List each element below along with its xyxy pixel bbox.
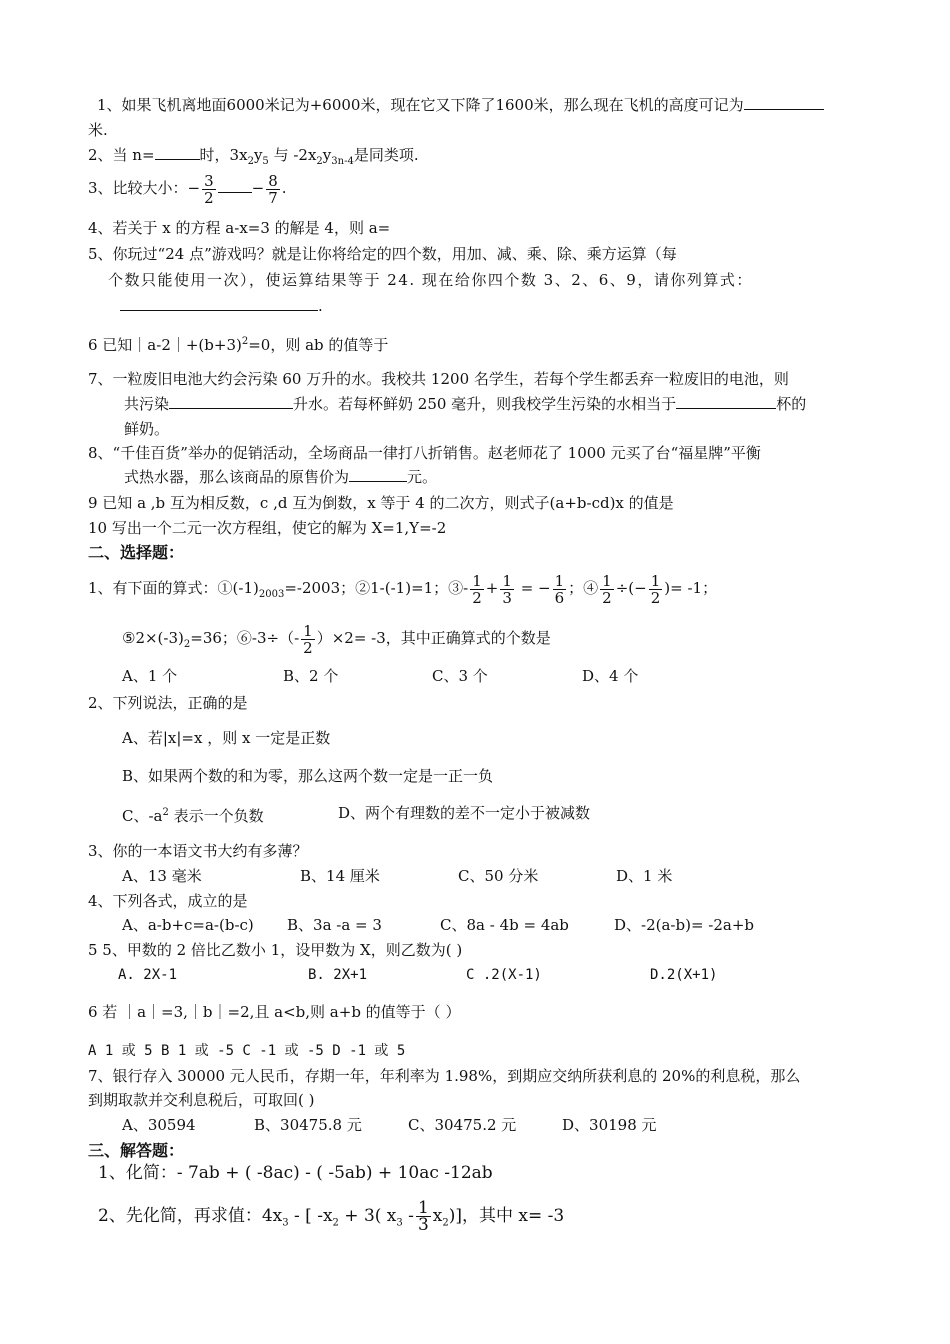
q3-text: 3、比较大小： <box>88 179 188 197</box>
c3-option-c: C、50 分米 <box>458 867 539 885</box>
q7-line3: 鲜奶。 <box>124 420 170 438</box>
c1-line1: 1、有下面的算式：$①(-1)_{2003}=-2003$；②1-(-1)=1；③- $\frac{1}{2}$ + $\frac{1}{3}$ = − $\frac{1}{6}$ ；④ $\frac{1}{2}$ ÷(− $\frac{1}{2}$ )= -1； <box>88 571 718 607</box>
c7-line1: 7、银行存入 30000 元人民币，存期一年，年利率为 1.98%，到期应交纳所获利息的 20%的利息税，那么 <box>88 1067 801 1085</box>
c2-c-tail: 表示一个负数 <box>168 807 264 825</box>
c1-text-c: ；④ <box>568 579 599 597</box>
s1-line: 1、化简：- 7ab + ( -8ac) - ( -5ab) + 10ac -12ab <box>98 1163 493 1183</box>
q6-exp: 2 <box>241 336 249 347</box>
q2-text-f: 是同类项. <box>353 146 419 164</box>
q8-blank <box>349 467 407 482</box>
c5-option-d: D.2(X+1) <box>650 967 718 983</box>
q10-line: 10 写出一个二元一次方程组，使它的解为 X=1,Y=-2 <box>88 519 447 537</box>
q2-text-c: y <box>253 146 263 164</box>
s2-exp-c: 3 <box>396 1217 403 1229</box>
c2-line: 2、下列说法，正确的是 <box>88 694 248 712</box>
q2-exp1: 2 <box>247 156 254 167</box>
q3-frac1: $\frac{3}{2}$ <box>204 171 214 207</box>
c1-frac-d: $\frac{1}{2}$ <box>602 571 612 607</box>
s2-exp-a: 3 <box>282 1217 289 1229</box>
q9-line: 9 已知 a ,b 互为相反数，c ,d 互为倒数，x 等于 4 的二次方，则式子(a+b-cd)x 的值是 <box>88 494 674 512</box>
c1-frac-a: $\frac{1}{2}$ <box>472 571 482 607</box>
q1-blank <box>744 95 824 110</box>
section2-title: 二、选择题： <box>88 543 185 562</box>
s2-line <box>98 1196 564 1243</box>
c1-l2-exp: 2 <box>183 639 191 650</box>
c2-c-text: C、-a <box>122 807 163 825</box>
q5-line2: 个数只能使用一次），使运算结果等于 24. 现在给你四个数 3、2、6、9，请你列算式： <box>108 271 753 289</box>
q3-line: 3、比较大小：− $\frac{3}{2}$ − $\frac{8}{7}$ . <box>88 171 287 207</box>
q2-exp2: 5 <box>262 156 269 167</box>
q2-text-e: y <box>322 146 332 164</box>
q8-line2 <box>124 467 437 487</box>
q3-blank <box>218 178 252 193</box>
q7-blank2 <box>676 394 776 409</box>
c4-option-c: C、8a - 4b = 4ab <box>440 916 569 934</box>
s2-text-d: - <box>402 1206 414 1226</box>
c3-line: 3、你的一本语文书大约有多薄？ <box>88 842 308 860</box>
c1-exp: 2003 <box>258 589 285 600</box>
q8-line1: 8、“千佳百货”举办的促销活动，全场商品一律打八折销售。赵老师花了 1000 元买了台“福星牌”平衡 <box>88 444 761 462</box>
s2-frac: $\frac{1}{3}$ <box>417 1198 429 1235</box>
q2-line <box>88 145 419 172</box>
c2-c-exp: 2 <box>162 807 169 818</box>
c5-line: 5 5、甲数的 2 倍比乙数小 1，设甲数为 X，则乙数为( ) <box>88 941 463 959</box>
q7-line1: 7、一粒废旧电池大约会污染 60 万升的水。我校共 1200 名学生，若每个学生都丢弃一粒废旧的电池，则 <box>88 370 789 388</box>
q7-text-d: 杯的 <box>776 395 807 413</box>
q8-text-c: 元。 <box>407 468 438 486</box>
s2-exp-d: 2 <box>442 1217 449 1229</box>
q1-text: 1、如果飞机离地面6000米记为+6000米，现在它又下降了1600米，那么现在飞机的高度可记为 <box>97 96 744 114</box>
c7-option-d: D、30198 元 <box>562 1116 657 1134</box>
q4-line: 4、若关于 x 的方程 a-x=3 的解是 4，则 a= <box>88 219 391 237</box>
q5-line1: 5、你玩过“24 点”游戏吗？就是让你将给定的四个数，用加、减、乘、除、乘方运算（每 <box>88 245 677 263</box>
s2-text-e: x <box>432 1206 443 1226</box>
c1-option-b: B、2 个 <box>283 667 339 685</box>
c1-option-a: A、1 个 <box>122 667 178 685</box>
q6-line <box>88 332 388 355</box>
c1-frac-e: $\frac{1}{2}$ <box>650 571 661 607</box>
c1-frac-c: $\frac{1}{6}$ <box>554 571 565 607</box>
s2-text-b: - [ -x <box>288 1206 333 1226</box>
s2-text-f: )]，其中 x= -3 <box>448 1206 565 1226</box>
c5-option-a: A. 2X-1 <box>118 967 178 983</box>
s2-text-c: + 3( x <box>338 1206 397 1226</box>
q8-text-b: 式热水器，那么该商品的原售价为 <box>124 468 350 486</box>
c2-option-a: A、若|x|=x ，则 x 一定是正数 <box>122 729 331 747</box>
c5-option-c: C .2(X-1) <box>466 967 542 983</box>
c1-l2-text-b: =36；⑥-3÷（- <box>190 629 300 647</box>
c7-line2: 到期取款并交利息税后，可取回( ) <box>88 1091 315 1109</box>
c1-text-b: =-2003；②1-(-1)=1；③- <box>284 579 469 597</box>
q5-blank <box>120 296 318 311</box>
c1-l2-text-c: ）×2= -3，其中正确算式的个数是 <box>316 629 551 647</box>
c1-line2 <box>122 620 551 663</box>
c4-line: 4、下列各式，成立的是 <box>88 892 248 910</box>
q2-blank <box>155 145 200 160</box>
c4-option-b: B、3a -a = 3 <box>287 916 382 934</box>
c2-option-d: D、两个有理数的差不一定小于被减数 <box>338 804 591 822</box>
section3-title: 三、解答题： <box>88 1141 185 1160</box>
c3-option-a: A、13 毫米 <box>122 867 202 885</box>
q2-text-d: 与 -2x <box>268 146 317 164</box>
c3-option-b: B、14 厘米 <box>300 867 380 885</box>
c1-text-d: = -1； <box>670 579 718 597</box>
c5-option-b: B. 2X+1 <box>308 967 368 983</box>
q7-blank1 <box>169 394 293 409</box>
q3-frac2: $\frac{8}{7}$ <box>268 171 278 207</box>
c4-option-a: A、a-b+c=a-(b-c) <box>122 916 254 934</box>
q7-line2 <box>124 394 806 414</box>
q2-text-b: 时，3x <box>199 146 248 164</box>
c4-option-d: D、-2(a-b)= -2a+b <box>614 916 755 934</box>
c1-option-c: C、3 个 <box>432 667 488 685</box>
q2-text-a: 2、当 n= <box>88 146 155 164</box>
q6-text: 6 已知｜a-2｜+(b+3) <box>88 336 242 354</box>
c2-option-c <box>122 803 264 826</box>
c6-line: 6 若 ｜a｜=3,｜b｜=2,且 a<b,则 a+b 的值等于（ ） <box>88 1003 461 1021</box>
c1-l2-frac: $\frac{1}{2}$ <box>303 621 313 657</box>
q1-line1 <box>97 95 824 115</box>
c1-frac-b: $\frac{1}{3}$ <box>502 571 512 607</box>
c1-option-d: D、4 个 <box>582 667 639 685</box>
q1-line2: 米. <box>88 121 108 139</box>
s2-exp-b: 2 <box>332 1217 339 1229</box>
q2-exp3: 2 <box>316 156 323 167</box>
s2-text-a: 2、先化简，再求值：4x <box>98 1206 283 1226</box>
c6-options: A 1 或 5 B 1 或 -5 C -1 或 -5 D -1 或 5 <box>88 1043 406 1059</box>
q2-exp4: 3n-4 <box>331 156 354 167</box>
q7-text-c: 升水。若每杯鲜奶 250 毫升，则我校学生污染的水相当于 <box>293 395 677 413</box>
c1-l2-text-a: ⑤2×(-3) <box>122 629 184 647</box>
q6-text-b: =0，则 ab 的值等于 <box>248 336 389 354</box>
c1-text-a: 1、有下面的算式：①(-1) <box>88 579 259 597</box>
c3-option-d: D、1 米 <box>616 867 673 885</box>
c2-option-b: B、如果两个数的和为零，那么这两个数一定是一正一负 <box>122 767 494 785</box>
c7-option-b: B、30475.8 元 <box>254 1116 362 1134</box>
c7-option-a: A、30594 <box>122 1116 196 1134</box>
q7-text-b: 共污染 <box>124 395 170 413</box>
q5-line3: . <box>120 296 323 316</box>
c7-option-c: C、30475.2 元 <box>408 1116 517 1134</box>
